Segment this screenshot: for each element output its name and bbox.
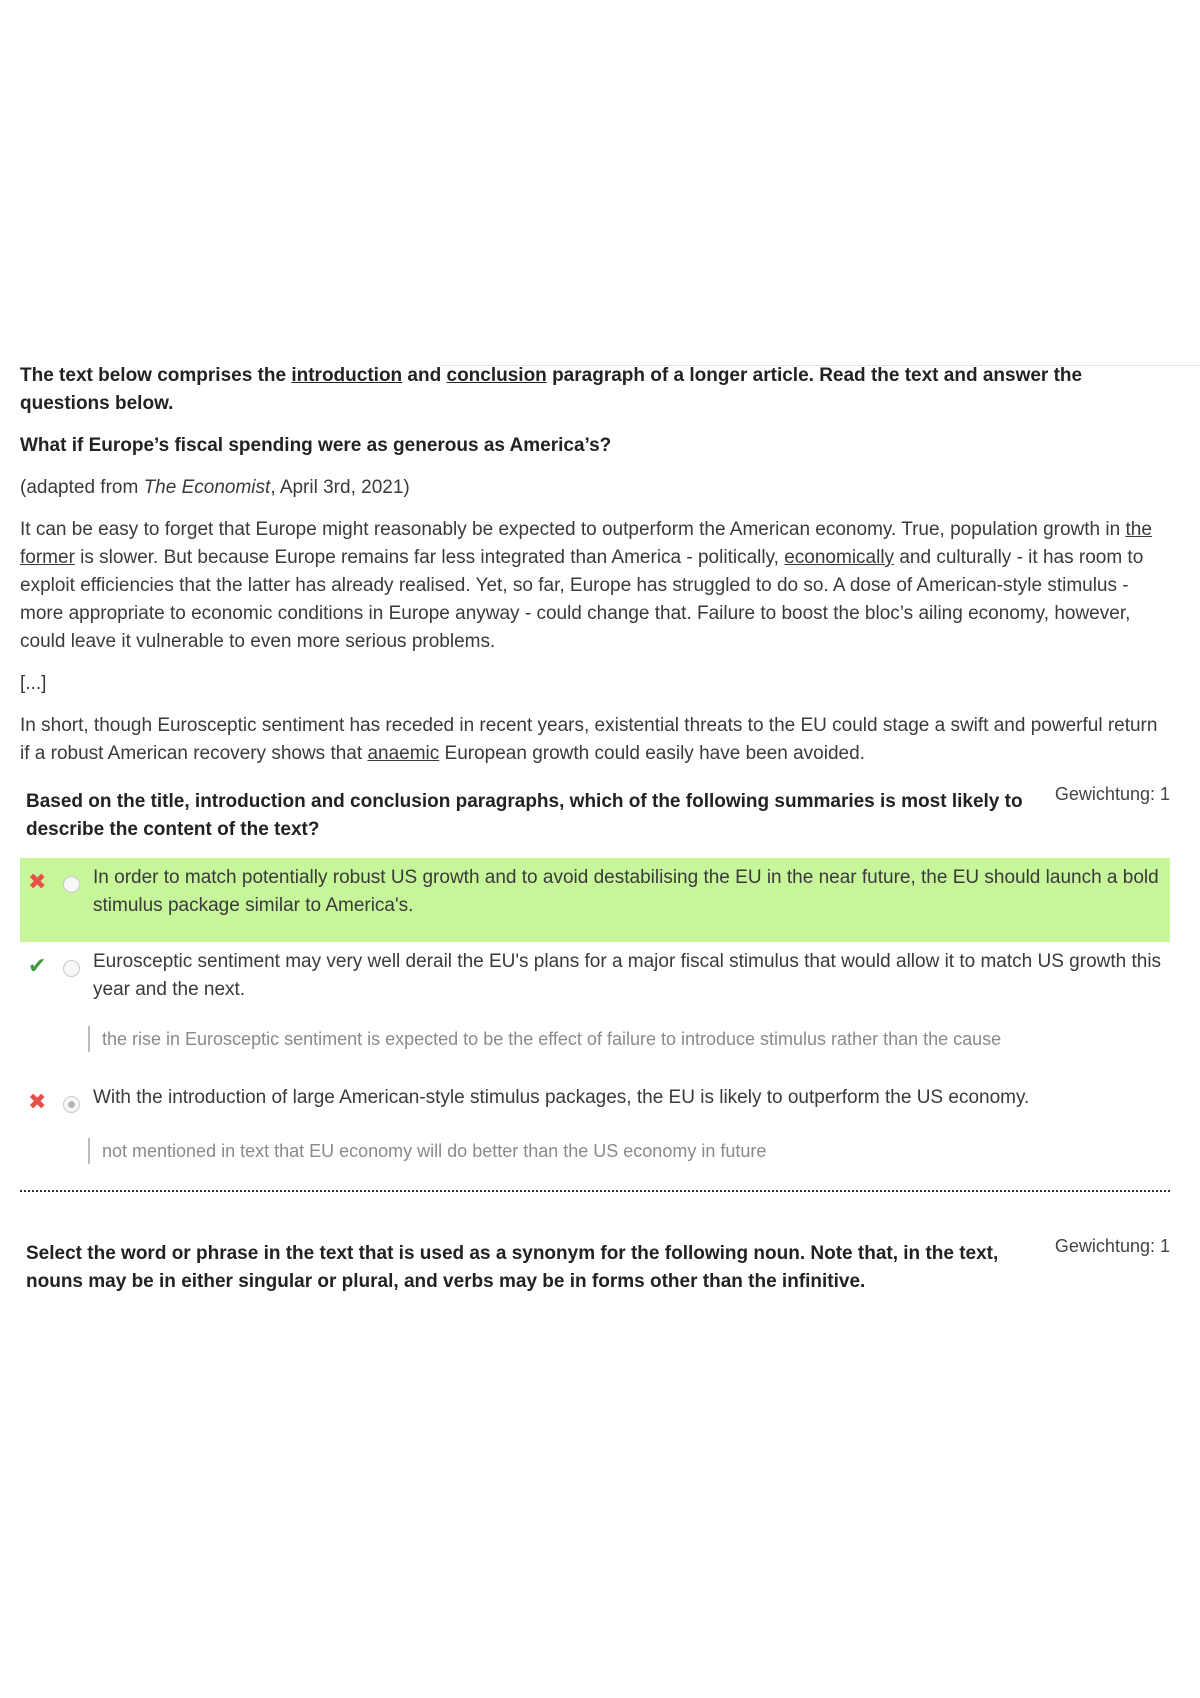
radio-button-selected[interactable] bbox=[63, 1096, 80, 1113]
answer-feedback: not mentioned in text that EU economy will do better than the US economy in future bbox=[88, 1138, 1170, 1164]
highlight-anaemic: anaemic bbox=[367, 743, 440, 764]
ellipsis: [...] bbox=[20, 673, 47, 694]
question-1-header bbox=[20, 784, 1170, 844]
highlight-the-former: the former bbox=[20, 519, 1152, 568]
question-1 bbox=[20, 784, 1170, 1164]
question-2-text: Select the word or phrase in the text that is used as a synonym for the following noun. Note that, in the text, nouns may be in either singular or plural, and verbs may be in forms other than the infinitive. bbox=[26, 1243, 999, 1292]
answer-option-3[interactable] bbox=[20, 1078, 1170, 1138]
radio-button[interactable] bbox=[63, 960, 80, 977]
answer-options bbox=[20, 858, 1170, 1164]
wrong-mark-icon: ✖ bbox=[28, 1089, 47, 1114]
conclusion-paragraph: In short, though Eurosceptic sentiment has receded in recent years, existential threats to the EU could stage a swift and powerful return if a robust American recovery shows that anaemic European growth could easily have been avoided. bbox=[20, 715, 1158, 764]
radio-button[interactable] bbox=[63, 876, 80, 893]
correct-mark-icon: ✔ bbox=[28, 953, 47, 978]
question-1-text: Based on the title, introduction and conclusion paragraphs, which of the following summaries is most likely to describe the content of the text? bbox=[26, 791, 1023, 840]
answer-feedback: the rise in Eurosceptic sentiment is expected to be the effect of failure to introduce stimulus rather than the cause bbox=[88, 1026, 1170, 1052]
conclusion-link: conclusion bbox=[446, 365, 547, 386]
question-2-header bbox=[20, 1236, 1170, 1296]
question-2-weight: Gewichtung: 1 bbox=[1054, 1236, 1170, 1256]
wrong-mark-icon: ✖ bbox=[28, 869, 47, 894]
answer-option-1[interactable] bbox=[20, 858, 1170, 942]
introduction-link: introduction bbox=[291, 365, 403, 386]
dotted-divider bbox=[20, 1190, 1170, 1192]
instruction-text: The text below comprises the introduction and conclusion paragraph of a longer article. Read the text and answer the questions below. bbox=[20, 365, 1083, 414]
question-1-weight: Gewichtung: 1 bbox=[1054, 784, 1170, 804]
question-2 bbox=[20, 1236, 1170, 1296]
answer-option-text: In order to match potentially robust US growth and to avoid destabilising the EU in the near future, the EU should launch a bold stimulus package similar to America's. bbox=[93, 867, 1159, 916]
answer-option-2[interactable] bbox=[20, 942, 1170, 1026]
highlight-economically: economically bbox=[784, 547, 895, 568]
article-source: (adapted from The Economist, April 3rd, 2021) bbox=[20, 477, 410, 498]
intro-paragraph: It can be easy to forget that Europe might reasonably be expected to outperform the American economy. True, population growth in the former is slower. But because Europe remains far less integrated than America - politically, economically and culturally - it has room to exploit efficiencies that the latter has already realised. Yet, so far, Europe has struggled to do so. A dose of American-style stimulus - more appropriate to economic conditions in Europe anyway - could change that. Failure to boost the bloc’s ailing economy, however, could leave it vulnerable to even more serious problems. bbox=[20, 519, 1152, 652]
answer-option-text: Eurosceptic sentiment may very well derail the EU's plans for a major fiscal stimulus that would allow it to match US growth this year and the next. bbox=[93, 951, 1162, 1000]
quiz-content bbox=[20, 362, 1170, 1296]
article-title: What if Europe’s fiscal spending were as generous as America’s? bbox=[20, 435, 612, 456]
answer-option-text: With the introduction of large American-style stimulus packages, the EU is likely to outperform the US economy. bbox=[93, 1087, 1030, 1108]
